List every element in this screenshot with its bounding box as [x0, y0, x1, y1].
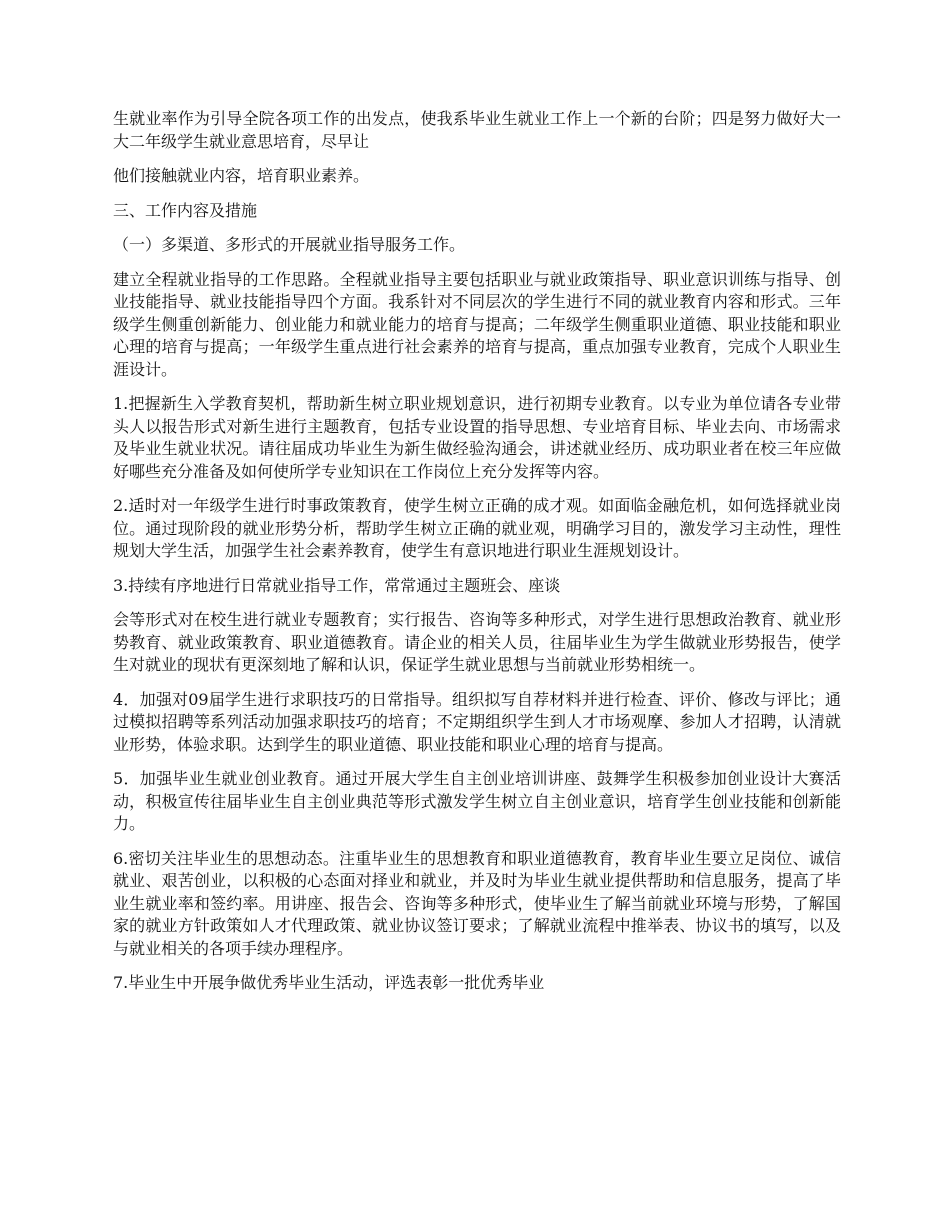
document-page — [113, 108, 841, 1007]
section-heading-work-content: 三、工作内容及措施 — [113, 200, 258, 220]
list-item-5: 5．加强毕业生就业创业教育。通过开展大学生自主创业培训讲座、鼓舞学生积极参加创业设计大赛活动，积极宣传往届毕业生自主创业典范等形式激发学生树立自主创业意识，培育学生创业技能和创新能力。 — [113, 769, 841, 833]
list-item-4: 4．加强对09届学生进行求职技巧的日常指导。组织拟写自荐材料并进行检查、评价、修改与评比；通过模拟招聘等系列活动加强求职技巧的培育；不定期组织学生到人才市场观摩、参加人才招聘，认清就业形势，体验求职。达到学生的职业道德、职业技能和职业心理的培育与提高。 — [113, 689, 841, 754]
list-item-3: 3.持续有序地进行日常就业指导工作，常常通过主题班会、座谈 — [113, 575, 561, 595]
list-item-6: 6.密切关注毕业生的思想动态。注重毕业生的思想教育和职业道德教育，教育毕业生要立足岗位、诚信就业、艰苦创业，以积极的心态面对择业和就业，并及时为毕业生就业提供帮助和信息服务，提高了毕业生就业率和签约率。用讲座、报告会、咨询等多种形式，使毕业生了解当前就业环境与形势，了解国家的就业方针政策如人才代理政策、就业协议签订要求；了解就业流程中推举表、协议书的填写，以及与就业相关的各项手续办理程序。 — [113, 848, 841, 958]
list-item-3-continued: 会等形式对在校生进行就业专题教育；实行报告、咨询等多种形式，对学生进行思想政治教育、就业形势教育、就业政策教育、职业道德教育。请企业的相关人员，往届毕业生为学生做就业形势报告，使学生对就业的现状有更深刻地了解和认识，保证学生就业思想与当前就业形势相统一。 — [113, 610, 841, 674]
paragraph-intro-continued: 生就业率作为引导全院各项工作的出发点，使我系毕业生就业工作上一个新的台阶；四是努力做好大一大二年级学生就业意思培育，尽早让 — [113, 109, 841, 151]
list-item-7: 7.毕业生中开展争做优秀毕业生活动，评选表彰一批优秀毕业 — [113, 973, 545, 992]
paragraph-intro-end: 他们接触就业内容，培育职业素养。 — [113, 166, 370, 185]
list-item-1: 1.把握新生入学教育契机，帮助新生树立职业规划意识，进行初期专业教育。以专业为单位请各专业带头人以报告形式对新生进行主题教育，包括专业设置的指导思想、专业培育目标、毕业去向、市场需求及毕业生就业状况。请往届成功毕业生为新生做经验沟通会，讲述就业经历、成功职业者在校三年应做好哪些充分准备及如何使所学专业知识在工作岗位上充分发挥等内容。 — [113, 394, 841, 481]
subsection-heading-guidance: （一）多渠道、多形式的开展就业指导服务工作。 — [113, 235, 466, 254]
list-item-2: 2.适时对一年级学生进行时事政策教育，使学生树立正确的成才观。如面临金融危机，如何选择就业岗位。通过现阶段的就业形势分析，帮助学生树立正确的就业观，明确学习目的，激发学习主动性，理性规划大学生活，加强学生社会素养教育，使学生有意识地进行职业生涯规划设计。 — [113, 496, 841, 560]
paragraph-guidance-approach: 建立全程就业指导的工作思路。全程就业指导主要包括职业与就业政策指导、职业意识训练与指导、创业技能指导、就业技能指导四个方面。我系针对不同层次的学生进行不同的就业教育内容和形式。三年级学生侧重创新能力、创业能力和就业能力的培育与提高；二年级学生侧重职业道德、职业技能和职业心理的培育与提高；一年级学生重点进行社会素养的培育与提高，重点加强专业教育，完成个人职业生涯设计。 — [113, 269, 841, 379]
